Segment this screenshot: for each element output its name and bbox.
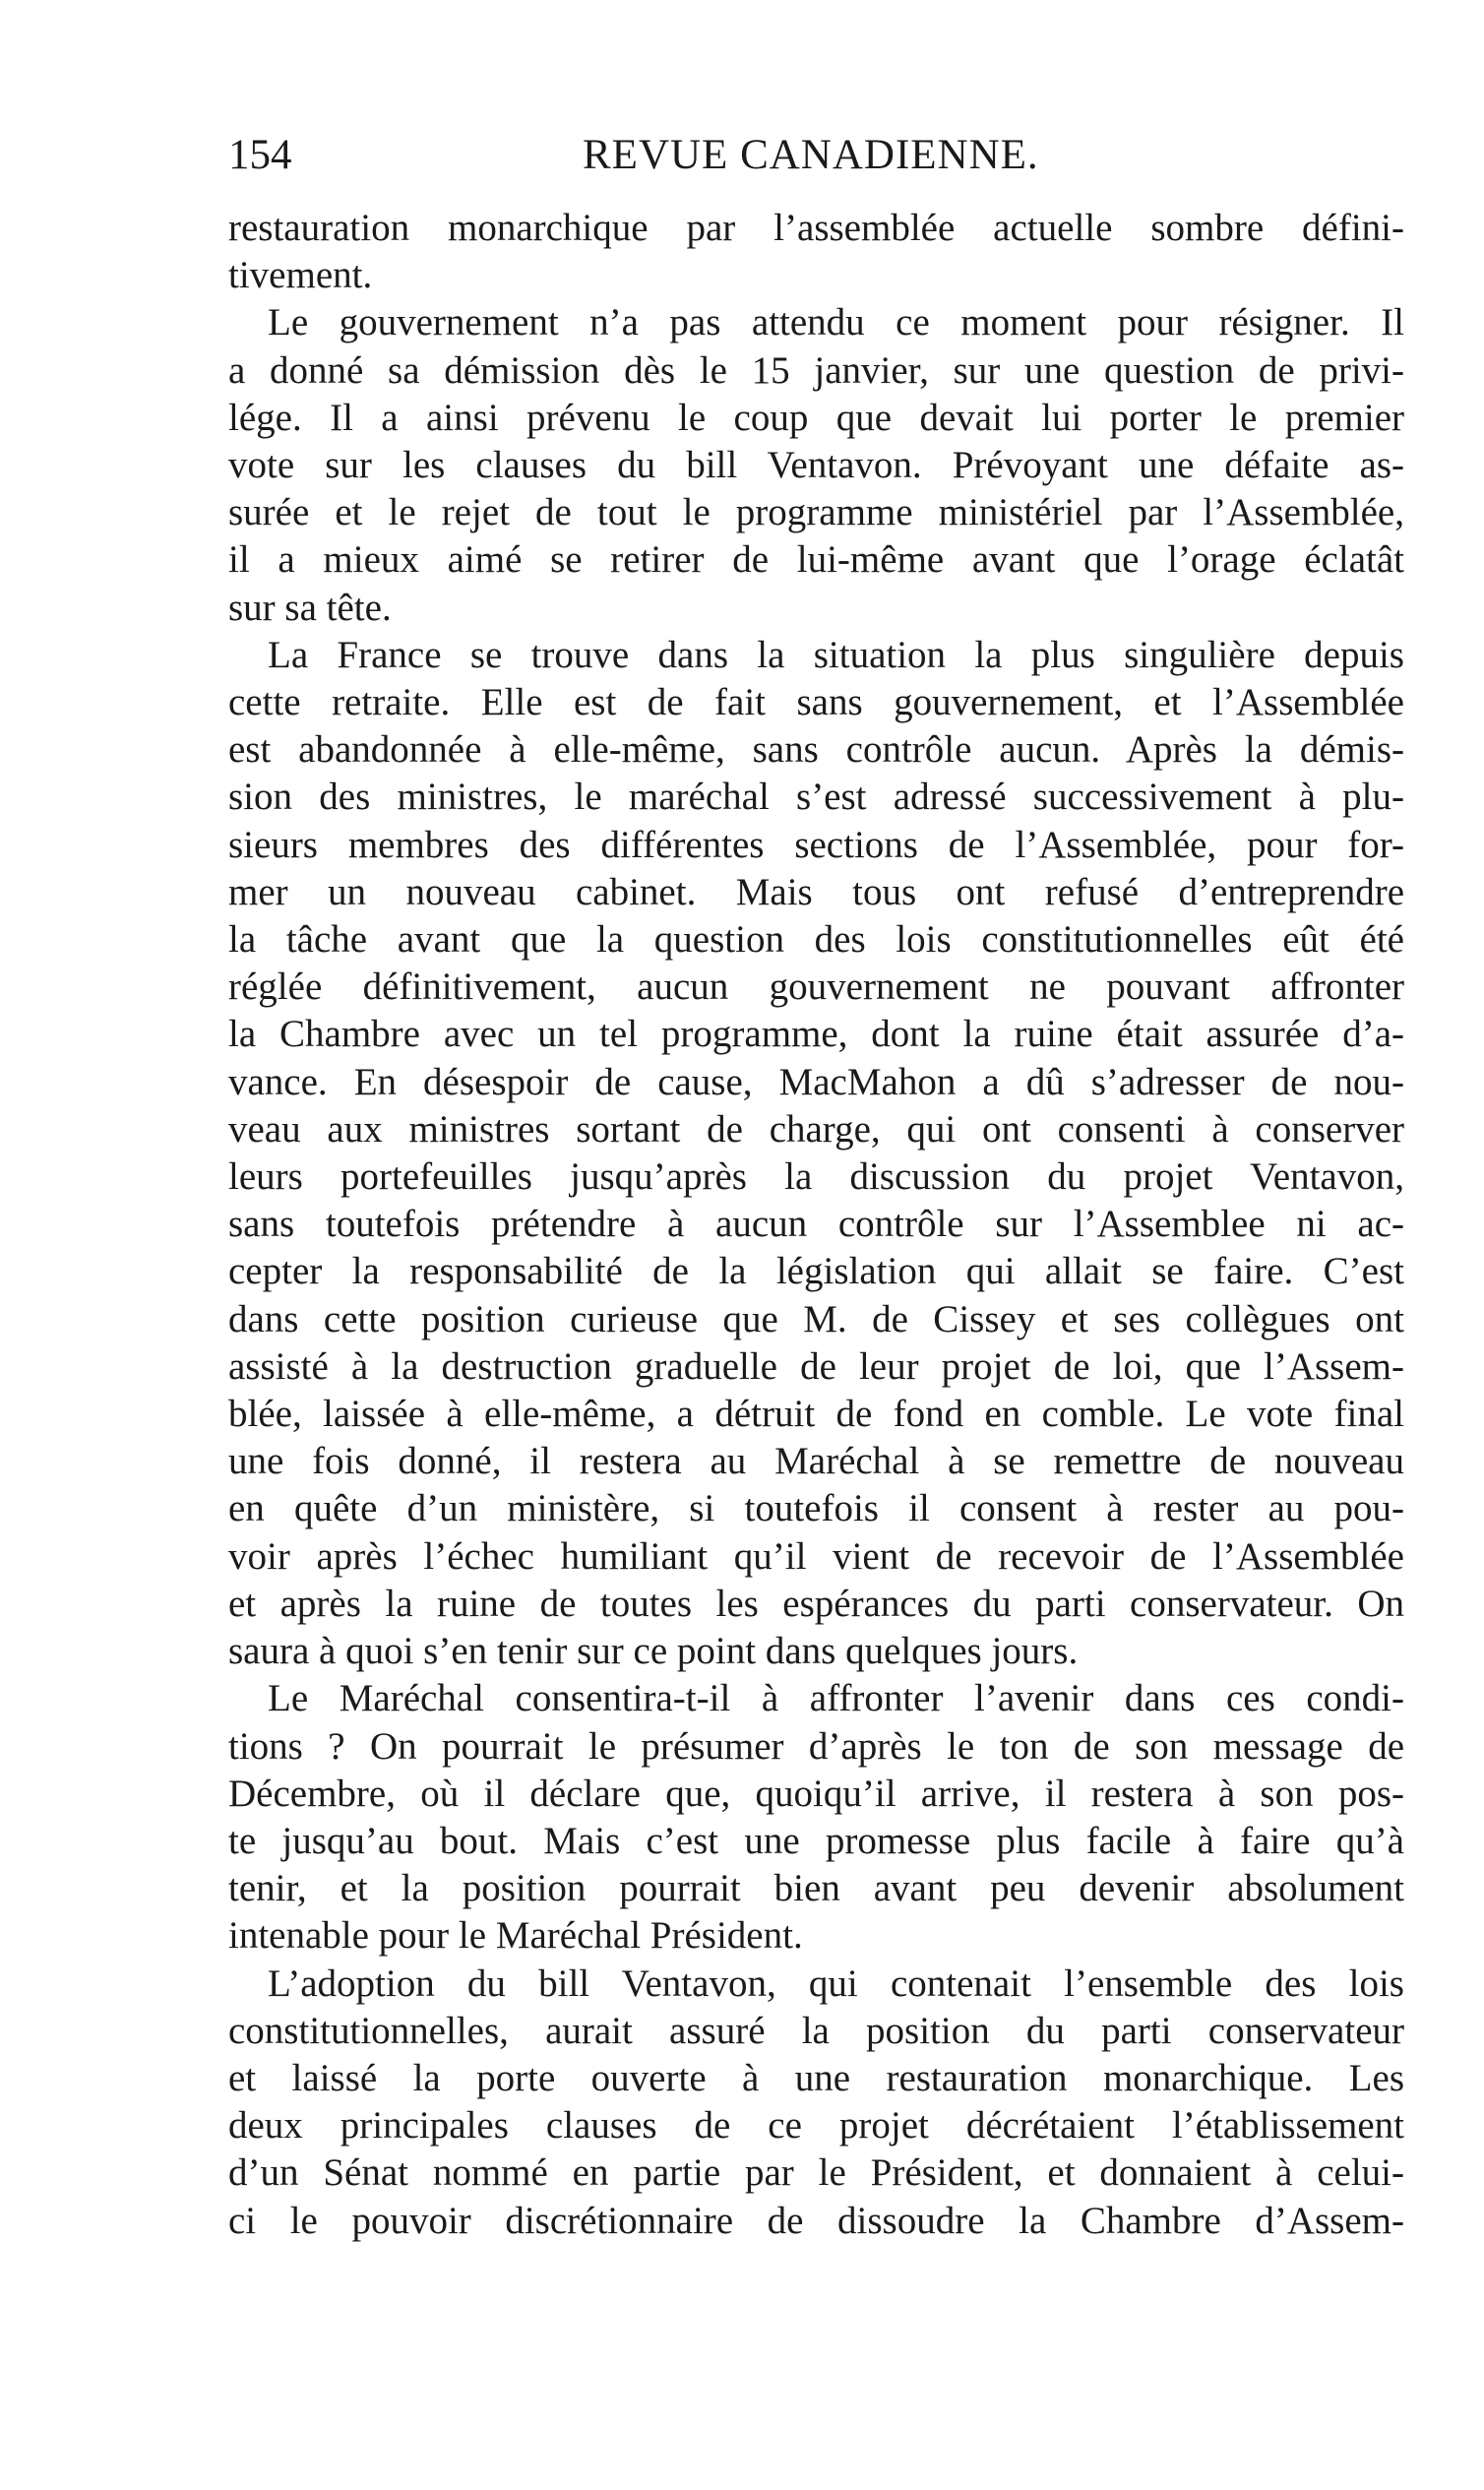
text-line: blée, laissée à elle-même, a détruit de fond en comble. Le vote final xyxy=(228,1393,1404,1436)
text-line: Décembre, où il déclare que, quoiqu’il arrive, il restera à son pos- xyxy=(228,1772,1404,1815)
text-line: voir après l’échec humiliant qu’il vient de recevoir de l’Assemblée xyxy=(228,1534,1404,1578)
text-line: sion des ministres, le maréchal s’est adressé successivement à plu- xyxy=(228,776,1404,819)
text-line: réglée définitivement, aucun gouvernement ne pouvant affronter xyxy=(228,965,1404,1009)
paragraph xyxy=(228,1961,1404,2245)
text-line: cette retraite. Elle est de fait sans gouvernement, et l’Assemblée xyxy=(228,681,1404,724)
page-header xyxy=(228,126,1409,185)
text-line: leurs portefeuilles jusqu’après la discussion du projet Ventavon, xyxy=(228,1155,1404,1199)
text-line: saura à quoi s’en tenir sur ce point dans quelques jours. xyxy=(228,1630,1079,1673)
text-line: la Chambre avec un tel programme, dont la ruine était assurée d’a- xyxy=(228,1013,1404,1056)
text-line: tions ? On pourrait le présumer d’après le ton de son message de xyxy=(228,1724,1404,1768)
text-line: tivement. xyxy=(228,254,373,297)
text-line: tenir, et la position pourrait bien avant peu devenir absolument xyxy=(228,1867,1404,1910)
text-line: mer un nouveau cabinet. Mais tous ont refusé d’entreprendre xyxy=(228,870,1404,913)
text-line: dans cette position curieuse que M. de Cissey et ses collègues ont xyxy=(228,1297,1404,1340)
text-line: sur sa tête. xyxy=(228,586,392,629)
text-line: et après la ruine de toutes les espérances du parti conservateur. On xyxy=(228,1582,1404,1625)
text-line: est abandonnée à elle-même, sans contrôle aucun. Après la démis- xyxy=(228,728,1404,772)
text-line: il a mieux aimé se retirer de lui-même avant que l’orage éclatât xyxy=(228,538,1404,582)
text-line: surée et le rejet de tout le programme ministériel par l’Assemblée, xyxy=(228,491,1404,534)
text-line: et laissé la porte ouverte à une restauration monarchique. Les xyxy=(228,2056,1404,2099)
paragraph xyxy=(228,632,1404,1675)
text-line: intenable pour le Maréchal Président. xyxy=(228,1914,803,1958)
text-line: sieurs membres des différentes sections de l’Assemblée, pour for- xyxy=(228,823,1404,866)
body-text xyxy=(228,205,1404,2245)
text-line: te jusqu’au bout. Mais c’est une promesse plus facile à faire qu’à xyxy=(228,1819,1404,1862)
paragraph xyxy=(228,299,1404,631)
text-line: restauration monarchique par l’assemblée actuelle sombre défini- xyxy=(228,207,1404,249)
text-line: d’un Sénat nommé en partie par le Président, et donnaient à celui- xyxy=(228,2151,1404,2195)
page-number: 154 xyxy=(228,132,292,178)
text-line: la tâche avant que la question des lois constitutionnelles eût été xyxy=(228,918,1404,962)
text-line: deux principales clauses de ce projet décrétaient l’établissement xyxy=(228,2104,1404,2148)
text-line: a donné sa démission dès le 15 janvier, sur une question de privi- xyxy=(228,348,1404,392)
text-line: lége. Il a ainsi prévenu le coup que devait lui porter le premier xyxy=(228,396,1404,439)
text-line: Le gouvernement n’a pas attendu ce moment pour résigner. Il xyxy=(268,301,1404,344)
text-line: assisté à la destruction graduelle de leur projet de loi, que l’Assem- xyxy=(228,1344,1404,1388)
running-title: REVUE CANADIENNE. xyxy=(583,132,1039,178)
text-line: cepter la responsabilité de la législation qui allait se faire. C’est xyxy=(228,1250,1404,1293)
paragraph xyxy=(228,1675,1404,1960)
text-line: vance. En désespoir de cause, MacMahon a dû s’adresser de nou- xyxy=(228,1060,1404,1103)
text-line: La France se trouve dans la situation la plus singulière depuis xyxy=(268,633,1404,676)
text-line: sans toutefois prétendre à aucun contrôle sur l’Assemblee ni ac- xyxy=(228,1203,1404,1246)
paragraph xyxy=(228,205,1404,299)
text-line: L’adoption du bill Ventavon, qui contenait l’ensemble des lois xyxy=(268,1961,1404,2005)
text-line: en quête d’un ministère, si toutefois il consent à rester au pou- xyxy=(228,1487,1404,1530)
text-line: veau aux ministres sortant de charge, qui ont consenti à conserver xyxy=(228,1107,1404,1151)
text-line: constitutionnelles, aurait assuré la position du parti conservateur xyxy=(228,2009,1404,2052)
text-line: vote sur les clauses du bill Ventavon. Prévoyant une défaite as- xyxy=(228,444,1404,487)
text-line: une fois donné, il restera au Maréchal à se remettre de nouveau xyxy=(228,1440,1404,1483)
text-line: Le Maréchal consentira-t-il à affronter l’avenir dans ces condi- xyxy=(268,1677,1404,1720)
text-line: ci le pouvoir discrétionnaire de dissoudre la Chambre d’Assem- xyxy=(228,2199,1404,2242)
